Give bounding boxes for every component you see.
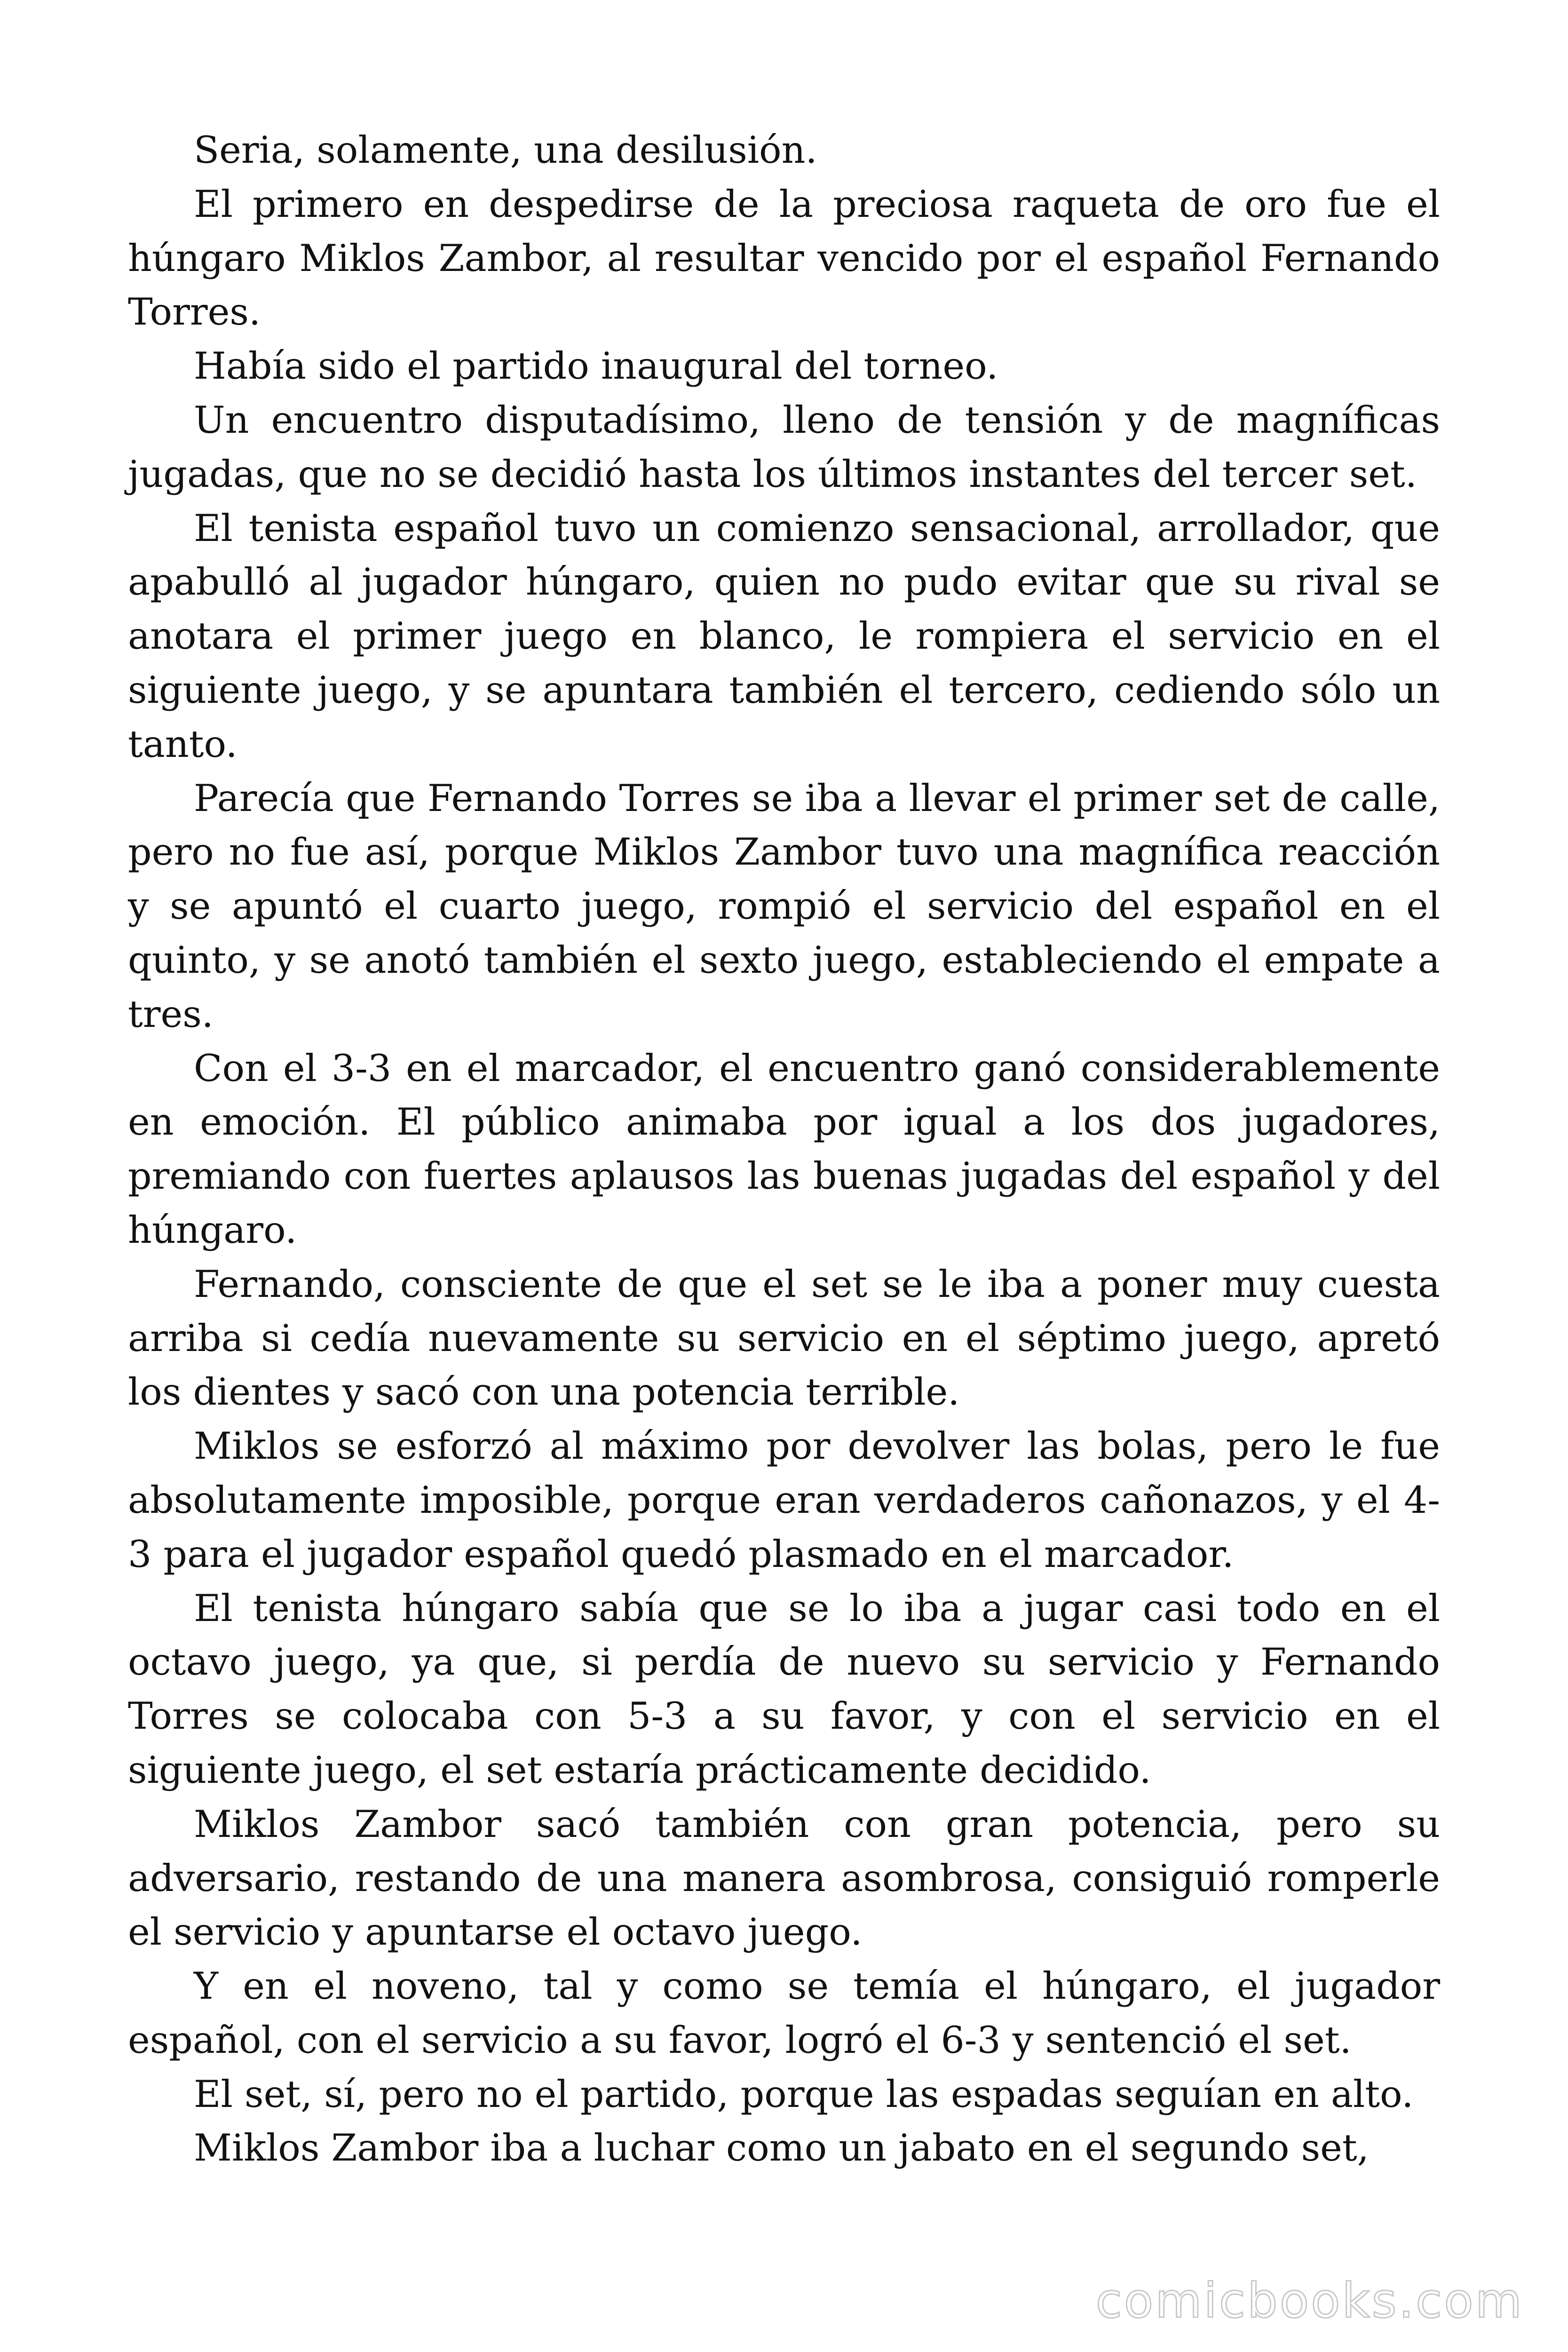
paragraph: El primero en despedirse de la preciosa raqueta de oro fue el húngaro Miklos Zambor, al resultar vencido por el español Fernando Torres. <box>128 182 1440 334</box>
paragraph: El set, sí, pero no el partido, porque las espadas seguían en alto. <box>194 2072 1414 2116</box>
paragraph: Un encuentro disputadísimo, lleno de tensión y de magníficas jugadas, que no se decidió hasta los últimos instantes del tercer set. <box>128 398 1440 496</box>
paragraph: Parecía que Fernando Torres se iba a llevar el primer set de calle, pero no fue así, porque Miklos Zambor tuvo una magnífica reacción y se apuntó el cuarto juego, rompió el servicio del español en el quinto, y se anotó también el sexto juego, estableciendo el empate a tres. <box>128 776 1440 1036</box>
paragraph: El tenista español tuvo un comienzo sensacional, arrollador, que apabulló al jugador húngaro, quien no pudo evitar que su rival se anotara el primer juego en blanco, le rompiera el servicio en el siguiente juego, y se apuntara también el tercero, cediendo sólo un tanto. <box>128 506 1440 766</box>
paragraph: El tenista húngaro sabía que se lo iba a jugar casi todo en el octavo juego, ya que, si perdía de nuevo su servicio y Fernando Torres se colocaba con 5-3 a su favor, y con el servicio en el siguiente juego, el set estaría prácticamente decidido. <box>128 1586 1440 1792</box>
paragraph: Había sido el partido inaugural del torneo. <box>194 344 998 388</box>
paragraph: Y en el noveno, tal y como se temía el húngaro, el jugador español, con el servicio a su favor, logró el 6-3 y sentenció el set. <box>128 1964 1440 2062</box>
body-text <box>128 123 1440 2175</box>
paragraph: Con el 3-3 en el marcador, el encuentro ganó considerablemente en emoción. El público animaba por igual a los dos jugadores, premiando con fuertes aplausos las buenas jugadas del español y del húngaro. <box>128 1046 1440 1252</box>
watermark-text: comicbooks.com <box>1095 2273 1524 2329</box>
paragraph: Miklos se esforzó al máximo por devolver las bolas, pero le fue absolutamente imposible, porque eran verdaderos cañonazos, y el 4-3 para el jugador español quedó plasmado en el marcador. <box>128 1424 1440 1576</box>
paragraph: Miklos Zambor sacó también con gran potencia, pero su adversario, restando de una manera asombrosa, consiguió romperle el servicio y apuntarse el octavo juego. <box>128 1802 1440 1954</box>
paragraph-last: Miklos Zambor iba a luchar como un jabato en el segundo set, <box>194 2126 1369 2170</box>
paragraph: Seria, solamente, una desilusión. <box>194 128 817 172</box>
paragraph: Fernando, consciente de que el set se le iba a poner muy cuesta arriba si cedía nuevamente su servicio en el séptimo juego, apretó los dientes y sacó con una potencia terrible. <box>128 1262 1440 1414</box>
